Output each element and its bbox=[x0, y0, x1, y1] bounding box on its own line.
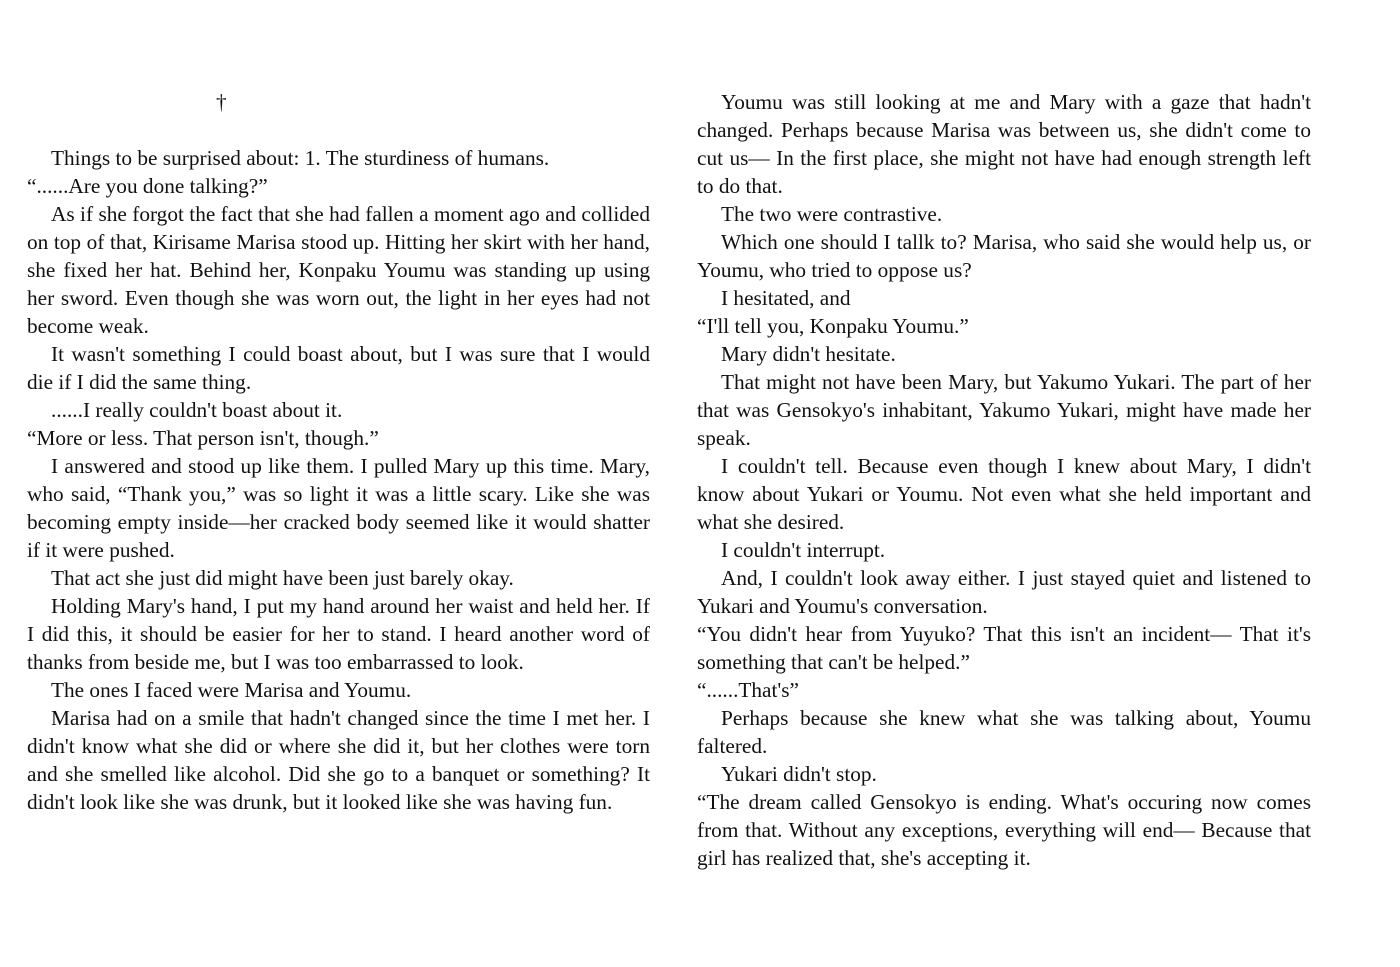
dialogue-line: “You didn't hear from Yuyuko? That this isn't an incident— That it's something that can't be helped.” bbox=[697, 622, 1311, 674]
paragraph: It wasn't something I could boast about, but I was sure that I would die if I did the same thing. bbox=[27, 342, 650, 394]
paragraph: Mary didn't hesitate. bbox=[721, 342, 896, 366]
paragraph: As if she forgot the fact that she had fallen a moment ago and collided on top of that, Kirisame Marisa stood up. Hitting her skirt with her hand, she fixed her hat. Behind her, Konpaku Youmu was standing up using her sword. Even though she was worn out, the light in her eyes had not become weak. bbox=[27, 202, 650, 338]
section-break-dagger: † bbox=[216, 90, 227, 114]
right-page-text bbox=[697, 88, 1311, 872]
paragraph: Holding Mary's hand, I put my hand around her waist and held her. If I did this, it should be easier for her to stand. I heard another word of thanks from beside me, but I was too embarrassed to look. bbox=[27, 594, 650, 674]
paragraph: Youmu was still looking at me and Mary with a gaze that hadn't changed. Perhaps because Marisa was between us, she didn't come to cut us— In the first place, she might not have had enough strength left to do that. bbox=[697, 90, 1311, 198]
paragraph: I answered and stood up like them. I pulled Mary up this time. Mary, who said, “Thank you,” was so light it was a little scary. Like she was becoming empty inside—her cracked body seemed like it would shatter if it were pushed. bbox=[27, 454, 650, 562]
left-page-text bbox=[27, 144, 650, 816]
paragraph: That might not have been Mary, but Yakumo Yukari. The part of her that was Gensokyo's inhabitant, Yakumo Yukari, might have made her speak. bbox=[697, 370, 1311, 450]
paragraph: That act she just did might have been just barely okay. bbox=[51, 566, 514, 590]
left-page bbox=[27, 88, 650, 816]
dialogue-line: “I'll tell you, Konpaku Youmu.” bbox=[697, 314, 969, 338]
dialogue-line: “......Are you done talking?” bbox=[27, 174, 268, 198]
paragraph: Which one should I tallk to? Marisa, who said she would help us, or Youmu, who tried to oppose us? bbox=[697, 230, 1311, 282]
paragraph: ......I really couldn't boast about it. bbox=[51, 398, 343, 422]
paragraph: I couldn't interrupt. bbox=[721, 538, 886, 562]
paragraph: Marisa had on a smile that hadn't changed since the time I met her. I didn't know what she did or where she did it, but her clothes were torn and she smelled like alcohol. Did she go to a banquet or something? It didn't look like she was drunk, but it looked like she was having fun. bbox=[27, 706, 650, 814]
dialogue-line: “......That's” bbox=[697, 678, 800, 702]
dialogue-line: “The dream called Gensokyo is ending. What's occuring now comes from that. Without any exceptions, everything will end— Because that girl has realized that, she's accepting it. bbox=[697, 790, 1311, 870]
paragraph: I hesitated, and bbox=[721, 286, 851, 310]
paragraph: The ones I faced were Marisa and Youmu. bbox=[51, 678, 412, 702]
dialogue-line: “More or less. That person isn't, though.” bbox=[27, 426, 379, 450]
paragraph: And, I couldn't look away either. I just stayed quiet and listened to Yukari and Youmu's conversation. bbox=[697, 566, 1311, 618]
paragraph: Perhaps because she knew what she was talking about, Youmu faltered. bbox=[697, 706, 1311, 758]
paragraph: I couldn't tell. Because even though I knew about Mary, I didn't know about Yukari or Youmu. Not even what she held important and what she desired. bbox=[697, 454, 1311, 534]
right-page bbox=[697, 88, 1311, 872]
paragraph: The two were contrastive. bbox=[721, 202, 943, 226]
paragraph: Things to be surprised about: 1. The sturdiness of humans. bbox=[51, 146, 550, 170]
paragraph: Yukari didn't stop. bbox=[721, 762, 877, 786]
